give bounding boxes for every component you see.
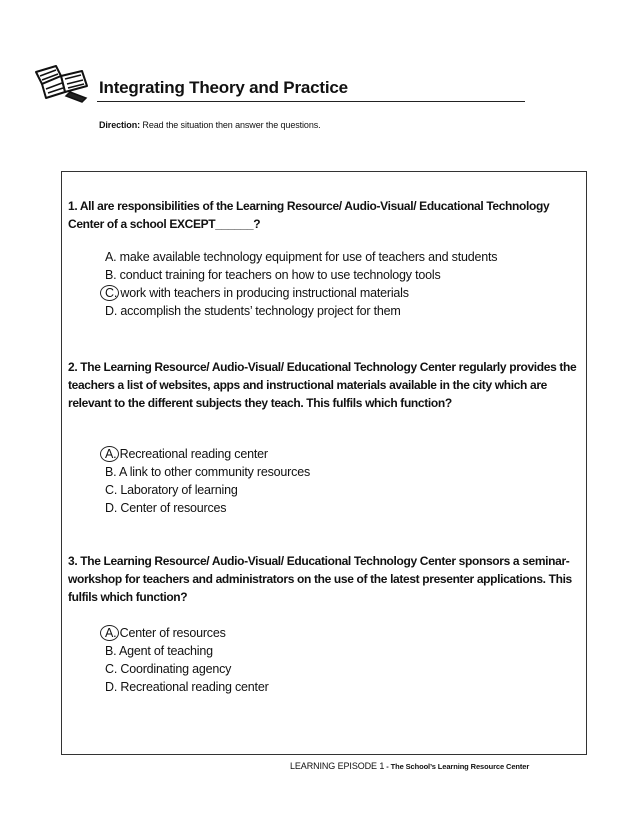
answer-options xyxy=(105,445,310,517)
option-c[interactable]: C. Coordinating agency xyxy=(105,662,232,676)
question-3 xyxy=(68,552,584,694)
footer-separator: - xyxy=(384,762,391,771)
question-stem: 3. The Learning Resource/ Audio-Visual/ Educational Technology Center sponsors a seminar-workshop for teachers and administrators on the use of the latest presenter applications. This fulfils which function? xyxy=(68,554,572,604)
option-d[interactable]: D. Center of resources xyxy=(105,501,227,515)
option-d[interactable]: D. Recreational reading center xyxy=(105,680,269,694)
direction-label: Direction: xyxy=(99,120,141,130)
circled-answer-mark xyxy=(100,285,119,301)
episode-title: The School’s Learning Resource Center xyxy=(390,762,530,771)
question-2 xyxy=(68,358,584,515)
option-c[interactable]: C. Laboratory of learning xyxy=(105,483,238,497)
question-stem: 1. All are responsibilities of the Learning Resource/ Audio-Visual/ Educational Technology Center of a school EXCEPT______? xyxy=(68,199,550,231)
title-underline xyxy=(97,101,525,102)
option-d[interactable]: D. accomplish the students’ technology project for them xyxy=(105,304,401,318)
circled-answer-mark xyxy=(100,446,119,462)
circled-answer-mark xyxy=(100,625,119,641)
option-a[interactable] xyxy=(105,624,269,642)
option-a[interactable]: A. make available technology equipment for use of teachers and students xyxy=(105,250,498,264)
answer-options xyxy=(105,248,497,320)
option-a[interactable] xyxy=(105,445,310,463)
option-b[interactable]: B. A link to other community resources xyxy=(105,465,310,479)
option-text: C. work with teachers in producing instructional materials xyxy=(105,286,409,300)
direction-line xyxy=(99,120,321,130)
option-b[interactable]: B. conduct training for teachers on how to use technology tools xyxy=(105,268,441,282)
page-title: Integrating Theory and Practice xyxy=(99,78,348,97)
option-c[interactable] xyxy=(105,284,497,302)
question-box xyxy=(61,171,587,755)
open-book-icon xyxy=(32,62,90,104)
answer-options xyxy=(105,624,269,696)
question-stem: 2. The Learning Resource/ Audio-Visual/ Educational Technology Center regularly provides the teachers a list of websites, apps and instructional materials available in the city which are relevant to the different subjects they teach. This fulfils which function? xyxy=(68,360,577,410)
question-1 xyxy=(68,197,584,318)
direction-text: Read the situation then answer the questions. xyxy=(142,120,321,130)
episode-label: LEARNING EPISODE 1 xyxy=(290,761,385,771)
option-b[interactable]: B. Agent of teaching xyxy=(105,644,213,658)
option-text: A. Recreational reading center xyxy=(105,447,268,461)
option-text: A. Center of resources xyxy=(105,626,226,640)
page-footer xyxy=(290,761,529,771)
